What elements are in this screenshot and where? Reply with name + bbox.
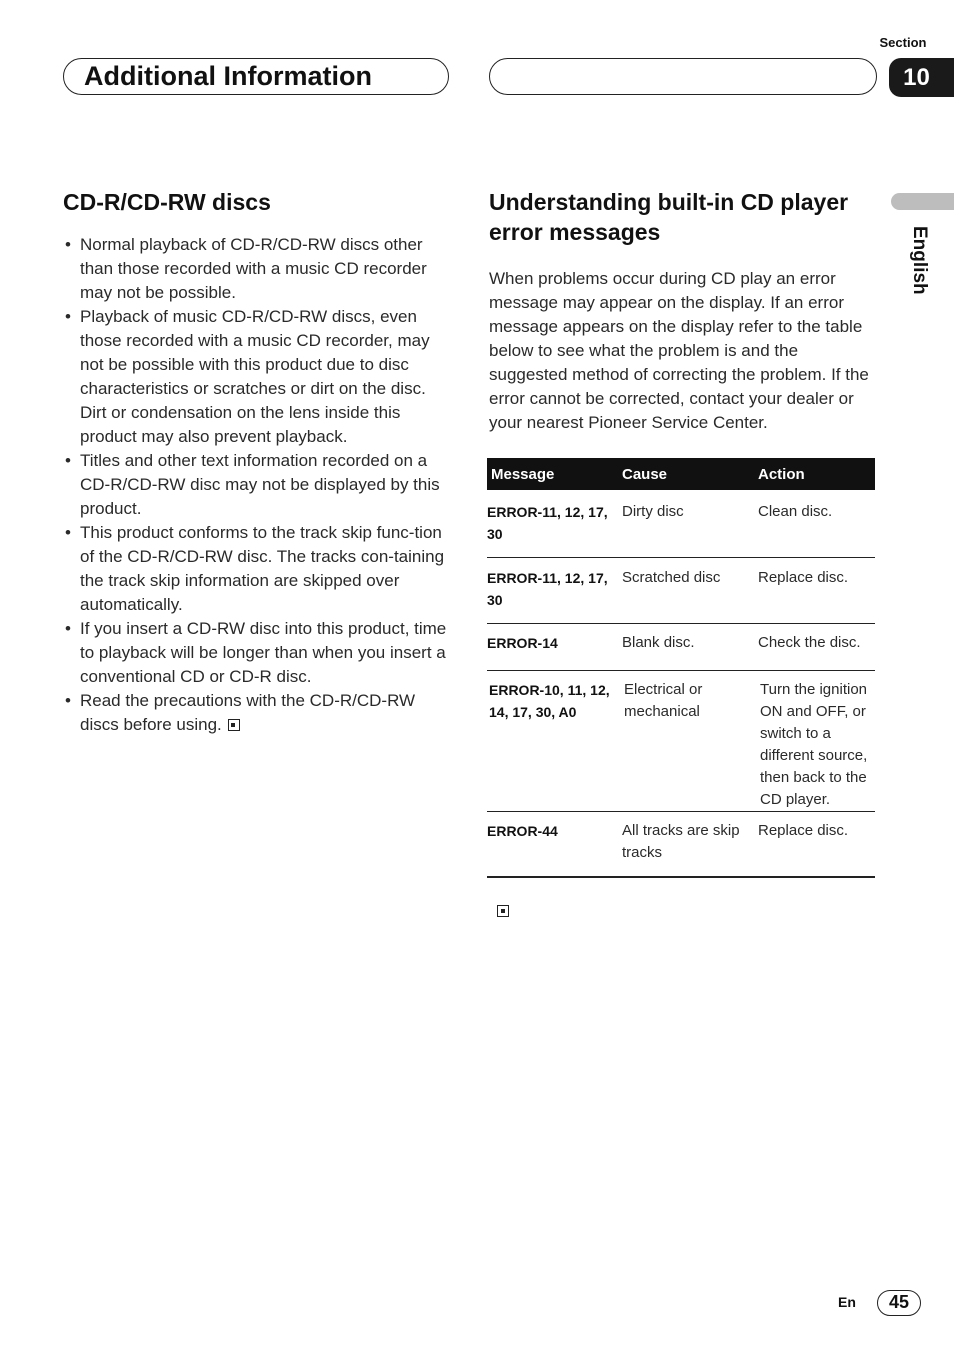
cdr-bullet-list <box>63 233 455 737</box>
action-cell: Replace disc. <box>758 812 875 878</box>
column-header-action: Action <box>758 458 875 490</box>
error-message-table <box>487 458 875 878</box>
chapter-title: Additional Information <box>84 61 372 91</box>
language-label: English <box>909 226 930 295</box>
left-column <box>63 187 455 737</box>
bullet-item: • Read the precautions with the CD-R/CD-RW discs before using. <box>63 689 455 737</box>
table-row <box>487 558 875 624</box>
message-cell: ERROR-11, 12, 17, 30 <box>487 558 622 624</box>
table-header-row <box>487 458 875 490</box>
table-row <box>487 490 875 558</box>
end-mark-icon <box>228 719 240 731</box>
message-cell: ERROR-44 <box>487 812 622 878</box>
table-row <box>487 671 875 812</box>
cause-cell: Dirty disc <box>622 490 758 558</box>
page-number: 45 <box>877 1290 921 1316</box>
message-cell: ERROR-11, 12, 17, 30 <box>487 490 622 558</box>
message-cell: ERROR-14 <box>487 624 622 671</box>
header-right-frame <box>489 58 877 95</box>
cause-cell: Scratched disc <box>622 558 758 624</box>
column-header-cause: Cause <box>622 458 758 490</box>
action-cell: Replace disc. <box>758 558 875 624</box>
message-cell: ERROR-10, 11, 12, 14, 17, 30, A0 <box>487 671 622 812</box>
action-cell: Turn the ignition ON and OFF, or switch to a different source, then back to the CD player. <box>758 671 875 812</box>
error-section-heading: Understanding built-in CD player error messages <box>489 189 849 245</box>
bullet-item: • Titles and other text information recorded on a CD-R/CD-RW disc may not be displayed by this product. <box>63 449 455 521</box>
section-number-badge: 10 <box>889 58 954 97</box>
end-mark-icon <box>497 905 509 917</box>
bullet-item: • Normal playback of CD-R/CD-RW discs other than those recorded with a music CD recorder may not be possible. <box>63 233 455 305</box>
table-row <box>487 812 875 878</box>
column-header-message: Message <box>487 458 622 490</box>
bullet-item: • This product conforms to the track skip func-tion of the CD-R/CD-RW disc. The tracks con-taining the track skip information are skipped over automatically. <box>63 521 455 617</box>
right-column <box>489 187 879 435</box>
language-tab <box>891 193 954 210</box>
chapter-header-frame <box>63 58 449 95</box>
bullet-item: • If you insert a CD-RW disc into this product, time to playback will be longer than when you insert a conventional CD or CD-R disc. <box>63 617 455 689</box>
section-label: Section <box>879 35 927 50</box>
error-intro-paragraph: When problems occur during CD play an error message may appear on the display. If an error message appears on the display refer to the table below to see what the problem is and the suggested method of correcting the problem. If the error cannot be corrected, contact your dealer or your nearest Pioneer Service Center. <box>489 269 869 432</box>
cause-cell: Electrical or mechanical <box>622 671 758 812</box>
table-row <box>487 624 875 671</box>
bullet-item: • Playback of music CD-R/CD-RW discs, even those recorded with a music CD recorder, may not be possible with this product due to disc characteristics or scratches or dirt on the disc. Dirt or condensation on the lens inside this product may also prevent playback. <box>63 305 455 449</box>
action-cell: Check the disc. <box>758 624 875 671</box>
cdr-section-heading: CD-R/CD-RW discs <box>63 189 271 215</box>
action-cell: Clean disc. <box>758 490 875 558</box>
cause-cell: All tracks are skip tracks <box>622 812 758 878</box>
cause-cell: Blank disc. <box>622 624 758 671</box>
footer-language-code: En <box>838 1294 856 1310</box>
